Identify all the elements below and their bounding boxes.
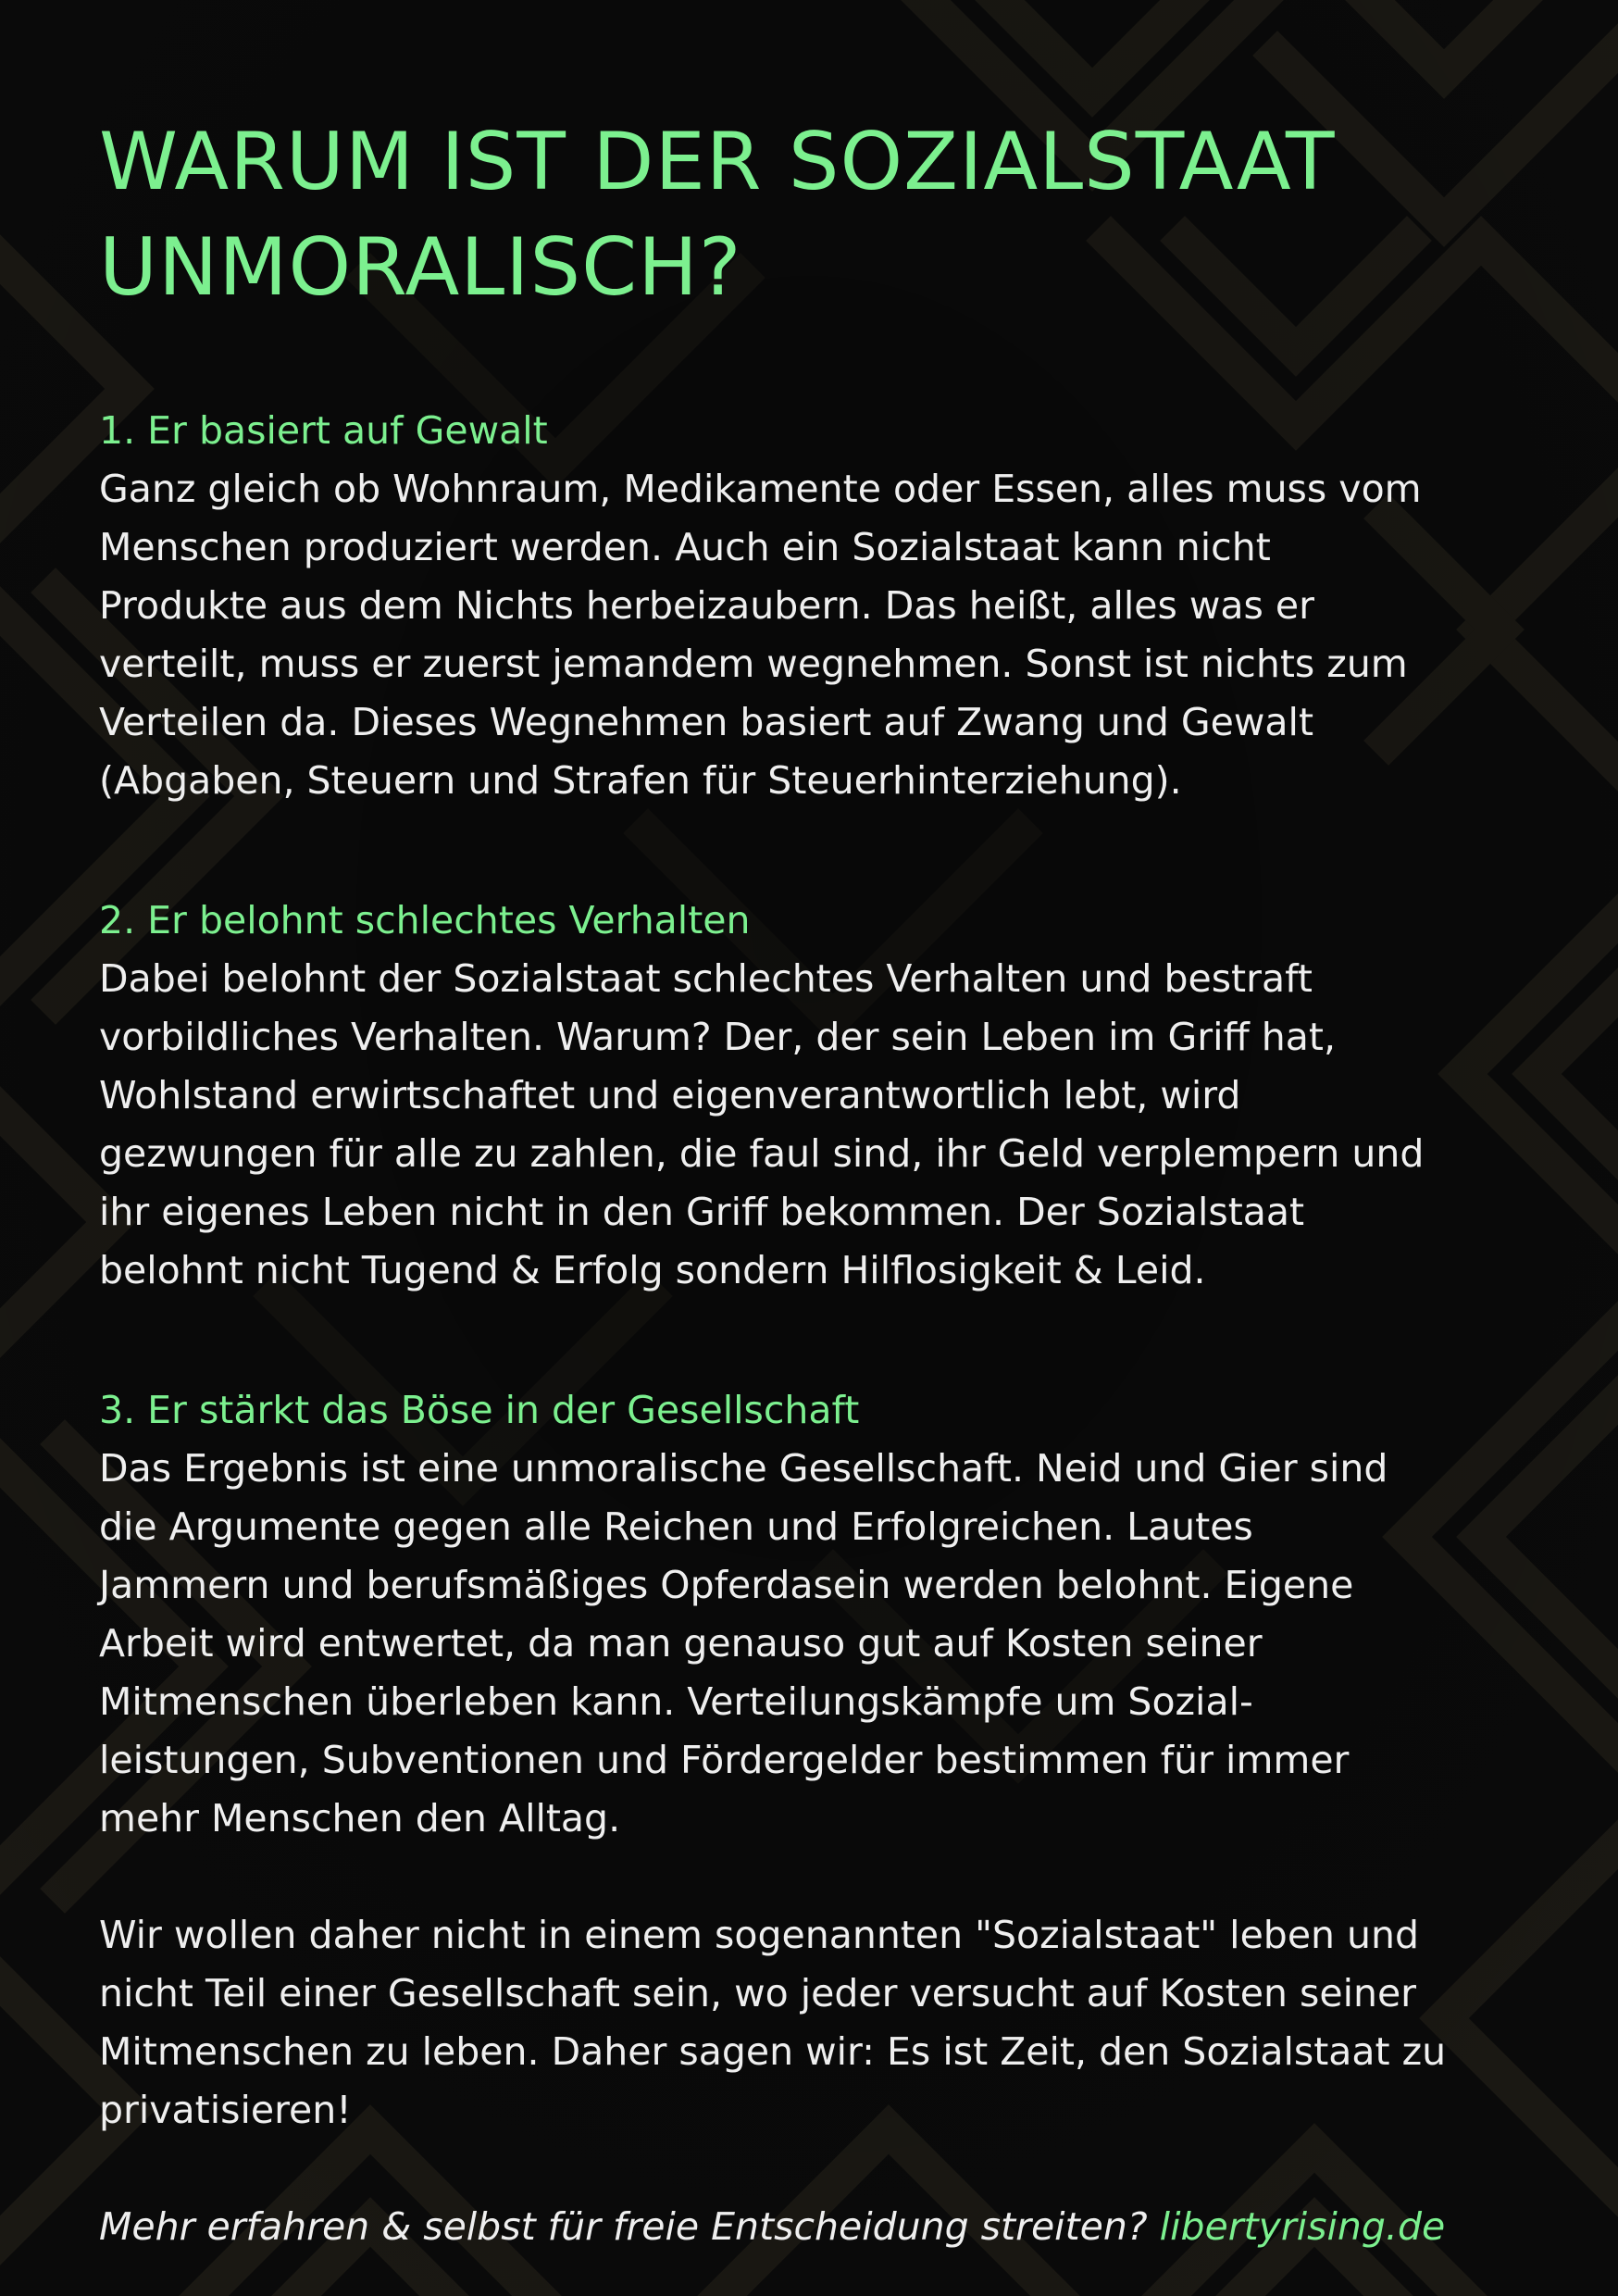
title-line: WARUM IST DER SOZIALSTAAT <box>99 116 1336 208</box>
body-line: Das Ergebnis ist eine unmoralische Gesellschaft. Neid und Gier sind <box>99 1446 1388 1491</box>
section-heading: 2. Er belohnt schlechtes Verhalten <box>99 898 751 942</box>
flyer-content <box>99 109 1543 2294</box>
closing-paragraph <box>99 1906 1543 2140</box>
section-gesellschaft <box>99 1381 1543 1848</box>
body-line: Jammern und berufsmäßiges Opferdasein werden belohnt. Eigene <box>99 1563 1354 1607</box>
cta-text: Mehr erfahren & selbst für freie Entscheidung streiten? <box>99 2204 1160 2249</box>
body-line: die Argumente gegen alle Reichen und Erfolgreichen. Lautes <box>99 1504 1253 1549</box>
body-line: ihr eigenes Leben nicht in den Griff bekommen. Der Sozialstaat <box>99 1190 1305 1234</box>
section-body <box>99 460 1543 810</box>
body-line: Wohlstand erwirtschaftet und eigenverantwortlich lebt, wird <box>99 1073 1241 1117</box>
title-line: UNMORALISCH? <box>99 221 742 314</box>
body-line: belohnt nicht Tugend & Erfolg sondern Hilflosigkeit & Leid. <box>99 1248 1206 1292</box>
section-heading: 1. Er basiert auf Gewalt <box>99 408 548 453</box>
body-line: gezwungen für alle zu zahlen, die faul sind, ihr Geld verplempern und <box>99 1131 1425 1176</box>
body-line: privatisieren! <box>99 2088 352 2132</box>
section-verhalten <box>99 892 1543 1300</box>
body-line: (Abgaben, Steuern und Strafen für Steuerhinterziehung). <box>99 758 1182 803</box>
section-gewalt <box>99 402 1543 810</box>
body-line: Arbeit wird entwertet, da man genauso gut auf Kosten seiner <box>99 1621 1263 1666</box>
body-line: Verteilen da. Dieses Wegnehmen basiert auf Zwang und Gewalt <box>99 700 1314 744</box>
website-link[interactable]: libertyrising.de <box>1159 2204 1446 2249</box>
body-line: verteilt, muss er zuerst jemandem wegnehmen. Sonst ist nichts zum <box>99 642 1408 686</box>
section-heading: 3. Er stärkt das Böse in der Gesellschaft <box>99 1388 860 1432</box>
body-line: Menschen produziert werden. Auch ein Sozialstaat kann nicht <box>99 525 1271 569</box>
body-line: nicht Teil einer Gesellschaft sein, wo jeder versucht auf Kosten seiner <box>99 1971 1417 2015</box>
body-line: leistungen, Subventionen und Fördergelder bestimmen für immer <box>99 1738 1350 1782</box>
section-body <box>99 950 1543 1300</box>
body-line: Produkte aus dem Nichts herbeizaubern. Das heißt, alles was er <box>99 583 1315 628</box>
page-title <box>99 109 1543 320</box>
call-to-action <box>99 2198 1543 2256</box>
body-line: Wir wollen daher nicht in einem sogenannten "Sozialstaat" leben und <box>99 1913 1420 1957</box>
section-body <box>99 1440 1543 1848</box>
body-line: Mitmenschen zu leben. Daher sagen wir: Es ist Zeit, den Sozialstaat zu <box>99 2029 1447 2074</box>
body-line: mehr Menschen den Alltag. <box>99 1796 621 1841</box>
body-line: vorbildliches Verhalten. Warum? Der, der sein Leben im Griff hat, <box>99 1015 1337 1059</box>
body-line: Mitmenschen überleben kann. Verteilungskämpfe um Sozial- <box>99 1679 1253 1724</box>
body-line: Dabei belohnt der Sozialstaat schlechtes Verhalten und bestraft <box>99 956 1313 1001</box>
body-line: Ganz gleich ob Wohnraum, Medikamente oder Essen, alles muss vom <box>99 467 1422 511</box>
